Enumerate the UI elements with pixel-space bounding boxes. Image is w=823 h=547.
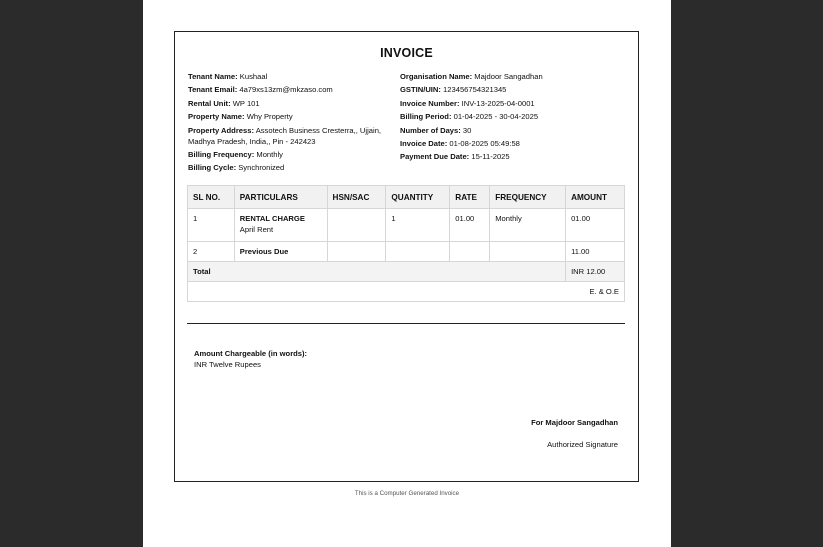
eoe-note: E. & O.E — [188, 282, 625, 302]
column-header: PARTICULARS — [234, 186, 327, 209]
field-value: Why Property — [246, 112, 293, 122]
payment-due-date-row — [400, 150, 630, 163]
field-label: Payment Due Date: — [400, 152, 470, 162]
quantity-cell: 1 — [386, 209, 450, 242]
column-header: RATE — [450, 186, 490, 209]
amount-words-value: INR Twelve Rupees — [194, 360, 261, 369]
quantity-cell — [386, 242, 450, 262]
total-label: Total — [188, 262, 566, 282]
table-header-row — [188, 186, 625, 209]
field-value: Kushaal — [239, 72, 268, 81]
field-value: 01-08-2025 05:49:58 — [449, 139, 520, 149]
field-value: Synchronized — [238, 163, 285, 173]
hsn-cell — [327, 209, 386, 242]
computer-generated-note: This is a Computer Generated Invoice — [354, 490, 460, 497]
hsn-cell — [327, 242, 386, 262]
particulars-cell — [234, 242, 327, 262]
amount-cell: 01.00 — [566, 209, 625, 242]
field-label: Billing Period: — [400, 112, 452, 122]
field-label: Billing Cycle: — [188, 163, 237, 173]
billing-period-row — [400, 110, 630, 123]
field-value: 4a79xs13zm@mkzaso.com — [239, 85, 333, 95]
field-label: Invoice Number: — [400, 98, 460, 108]
frequency-cell: Monthly — [490, 209, 566, 242]
field-value: 15-11-2025 — [471, 152, 510, 162]
property-address-row — [188, 124, 398, 148]
field-value: WP 101 — [232, 98, 260, 108]
number-of-days-row — [400, 124, 630, 137]
signature-block — [531, 418, 618, 449]
field-value: 30 — [462, 125, 472, 135]
tenant-details — [188, 70, 398, 174]
authorized-signature: Authorized Signature — [547, 440, 618, 449]
sl-no-cell: 2 — [188, 242, 235, 262]
invoice-title: INVOICE — [380, 46, 433, 60]
field-label: Organisation Name: — [400, 72, 473, 81]
table-row — [188, 242, 625, 262]
billing-frequency-row — [188, 148, 398, 161]
field-label: Property Address: — [188, 125, 254, 135]
frequency-cell — [490, 242, 566, 262]
particular-description: April Rent — [239, 225, 274, 234]
column-header: HSN/SAC — [327, 186, 386, 209]
organisation-details — [400, 70, 630, 164]
line-items-table — [187, 185, 625, 302]
field-label: Rental Unit: — [188, 98, 231, 108]
field-label: Tenant Email: — [188, 85, 238, 95]
section-divider — [187, 323, 625, 324]
for-organisation: For Majdoor Sangadhan — [531, 418, 618, 427]
field-label: Tenant Name: — [188, 72, 238, 81]
rate-cell: 01.00 — [450, 209, 490, 242]
column-header: AMOUNT — [566, 186, 625, 209]
column-header: SL NO. — [188, 186, 235, 209]
tenant-email-row — [188, 83, 398, 96]
organisation-name-row — [400, 70, 630, 83]
field-label: Billing Frequency: — [188, 149, 255, 159]
gstin-row — [400, 83, 630, 96]
column-header: FREQUENCY — [490, 186, 566, 209]
invoice-frame — [174, 31, 639, 482]
total-amount: INR 12.00 — [566, 262, 625, 282]
billing-cycle-row — [188, 161, 398, 174]
table-row — [188, 209, 625, 242]
particular-name: RENTAL CHARGE — [239, 214, 305, 223]
invoice-date-row — [400, 137, 630, 150]
rental-unit-row — [188, 97, 398, 110]
field-value: 01-04-2025 - 30-04-2025 — [453, 112, 539, 122]
amount-words-label: Amount Chargeable (in words): — [194, 349, 308, 358]
tenant-name-row — [188, 70, 398, 83]
particular-name: Previous Due — [239, 247, 289, 256]
field-label: Property Name: — [188, 112, 245, 122]
document-page — [143, 0, 671, 547]
particulars-cell — [234, 209, 327, 242]
amount-in-words — [194, 348, 307, 370]
field-value: Assotech Business Cresterra,, Ujjain, Madhya Pradesh, India,, Pin - 242423 — [188, 125, 382, 146]
field-value: 123456754321345 — [443, 85, 507, 95]
total-row — [188, 262, 625, 282]
eoe-row — [188, 282, 625, 302]
field-label: Invoice Date: — [400, 139, 448, 149]
property-name-row — [188, 110, 398, 123]
amount-cell: 11.00 — [566, 242, 625, 262]
field-value: Monthly — [256, 149, 283, 159]
invoice-number-row — [400, 97, 630, 110]
sl-no-cell: 1 — [188, 209, 235, 242]
field-label: GSTIN/UIN: — [400, 85, 441, 95]
field-value: INV-13-2025-04-0001 — [461, 98, 535, 108]
field-label: Number of Days: — [400, 125, 461, 135]
rate-cell — [450, 242, 490, 262]
column-header: QUANTITY — [386, 186, 450, 209]
field-value: Majdoor Sangadhan — [474, 72, 543, 81]
